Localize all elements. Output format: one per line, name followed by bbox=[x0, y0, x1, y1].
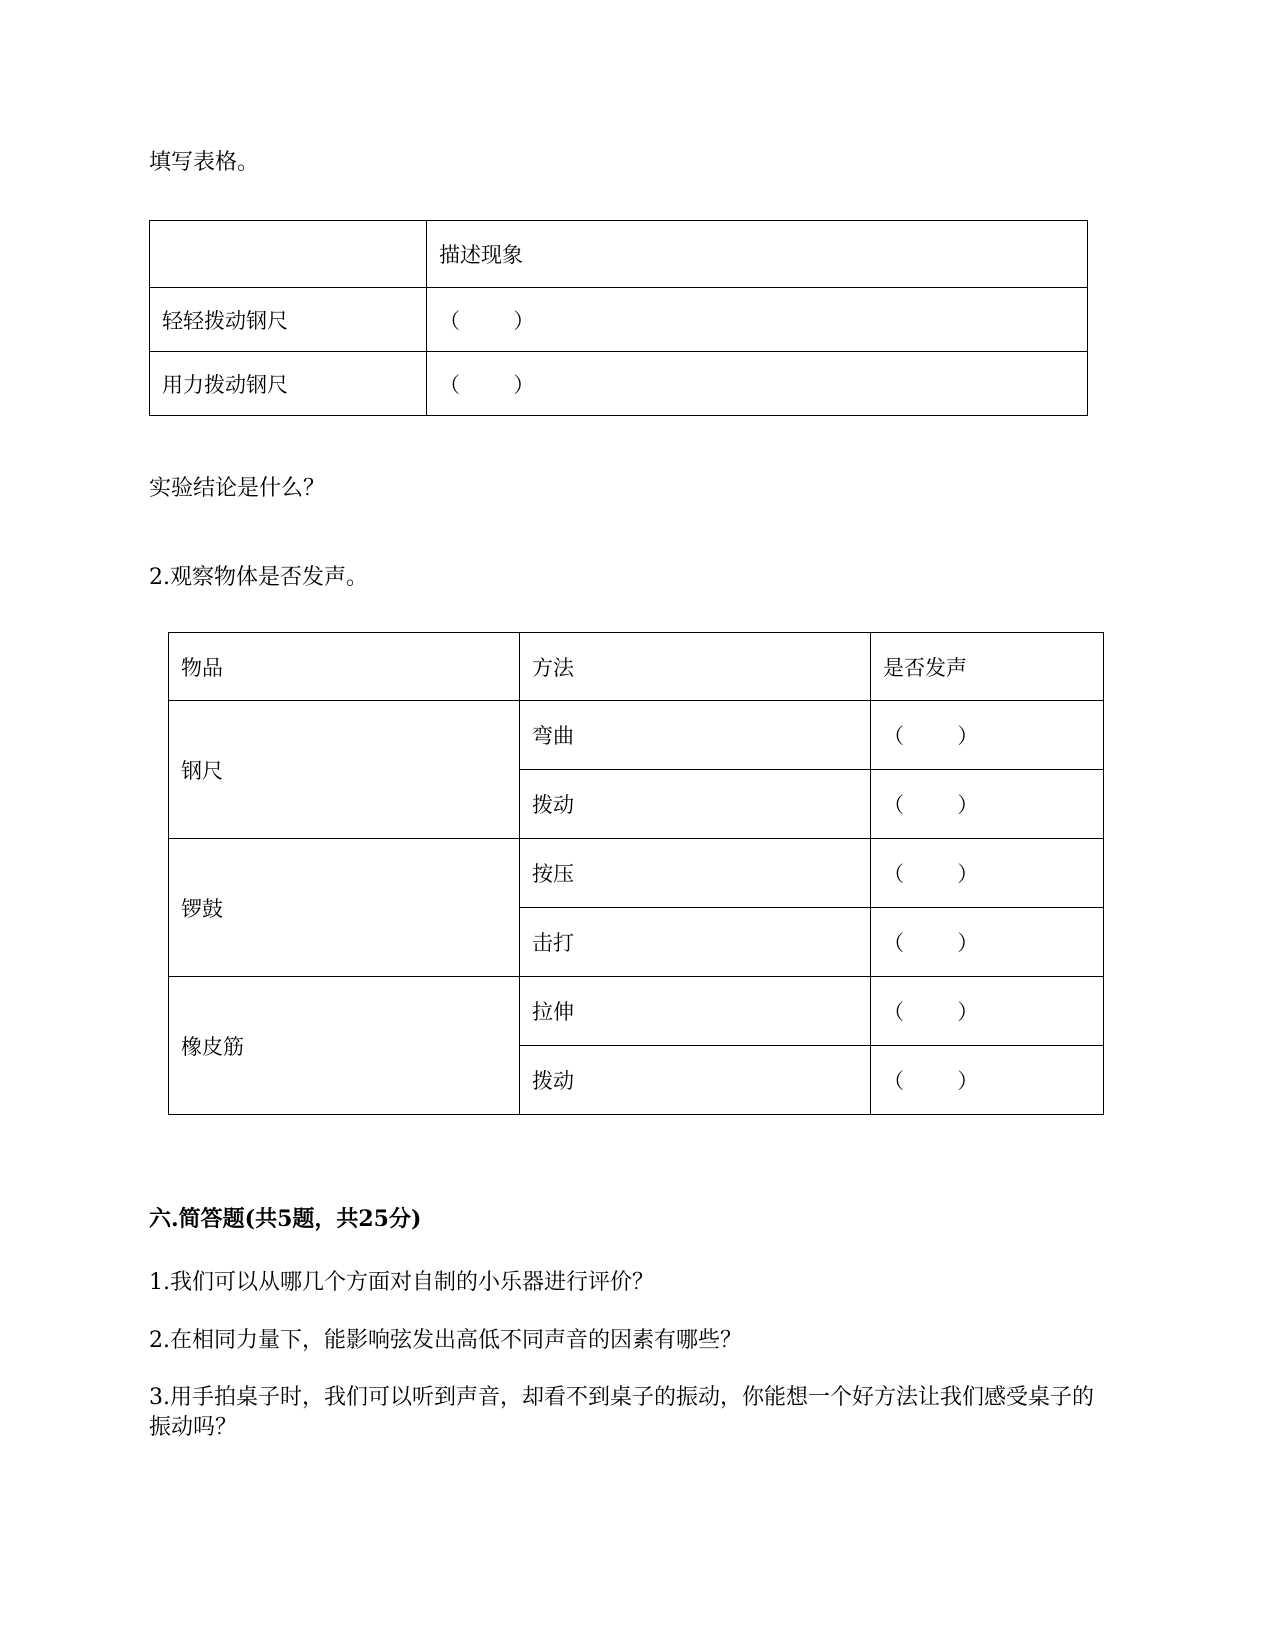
short-answer-question-2: 2.在相同力量下，能影响弦发出高低不同声音的因素有哪些？ bbox=[149, 1328, 742, 1353]
table-header-cell: 方法 bbox=[520, 633, 871, 701]
answer-blank[interactable]: （ ） bbox=[871, 839, 1104, 908]
question-2-title: 2.观察物体是否发声。 bbox=[149, 565, 368, 590]
method-cell: 拨动 bbox=[520, 1046, 871, 1115]
answer-blank[interactable]: （ ） bbox=[871, 1046, 1104, 1115]
method-cell: 按压 bbox=[520, 839, 871, 908]
table-header-row bbox=[150, 221, 1088, 288]
answer-blank[interactable]: （ ） bbox=[871, 770, 1104, 839]
answer-blank[interactable]: （ ） bbox=[427, 288, 1088, 352]
table-row bbox=[169, 701, 1104, 770]
method-cell: 拨动 bbox=[520, 770, 871, 839]
table-row bbox=[169, 839, 1104, 908]
intro-text: 填写表格。 bbox=[149, 150, 260, 175]
section-6-heading: 六.简答题(共5题，共25分) bbox=[149, 1206, 422, 1232]
table-header-cell: 描述现象 bbox=[427, 221, 1088, 288]
phenomenon-table bbox=[149, 220, 1088, 416]
table-header-cell: 物品 bbox=[169, 633, 520, 701]
method-cell: 拉伸 bbox=[520, 977, 871, 1046]
table-header-cell bbox=[150, 221, 427, 288]
conclusion-question: 实验结论是什么？ bbox=[149, 476, 326, 501]
row-label: 轻轻拨动钢尺 bbox=[150, 288, 427, 352]
table-header-row bbox=[169, 633, 1104, 701]
answer-blank[interactable]: （ ） bbox=[427, 352, 1088, 416]
short-answer-question-1: 1.我们可以从哪几个方面对自制的小乐器进行评价？ bbox=[149, 1270, 654, 1295]
item-cell: 钢尺 bbox=[169, 701, 520, 839]
method-cell: 弯曲 bbox=[520, 701, 871, 770]
short-answer-question-3: 3.用手拍桌子时，我们可以听到声音，却看不到桌子的振动，你能想一个好方法让我们感受桌子的振动吗？ bbox=[149, 1385, 1094, 1440]
item-cell: 橡皮筋 bbox=[169, 977, 520, 1115]
table-row bbox=[169, 977, 1104, 1046]
method-cell: 击打 bbox=[520, 908, 871, 977]
row-label: 用力拨动钢尺 bbox=[150, 352, 427, 416]
answer-blank[interactable]: （ ） bbox=[871, 977, 1104, 1046]
item-cell: 锣鼓 bbox=[169, 839, 520, 977]
answer-blank[interactable]: （ ） bbox=[871, 908, 1104, 977]
table-header-cell: 是否发声 bbox=[871, 633, 1104, 701]
table-row bbox=[150, 288, 1088, 352]
table-row bbox=[150, 352, 1088, 416]
sound-table bbox=[168, 632, 1104, 1115]
answer-blank[interactable]: （ ） bbox=[871, 701, 1104, 770]
